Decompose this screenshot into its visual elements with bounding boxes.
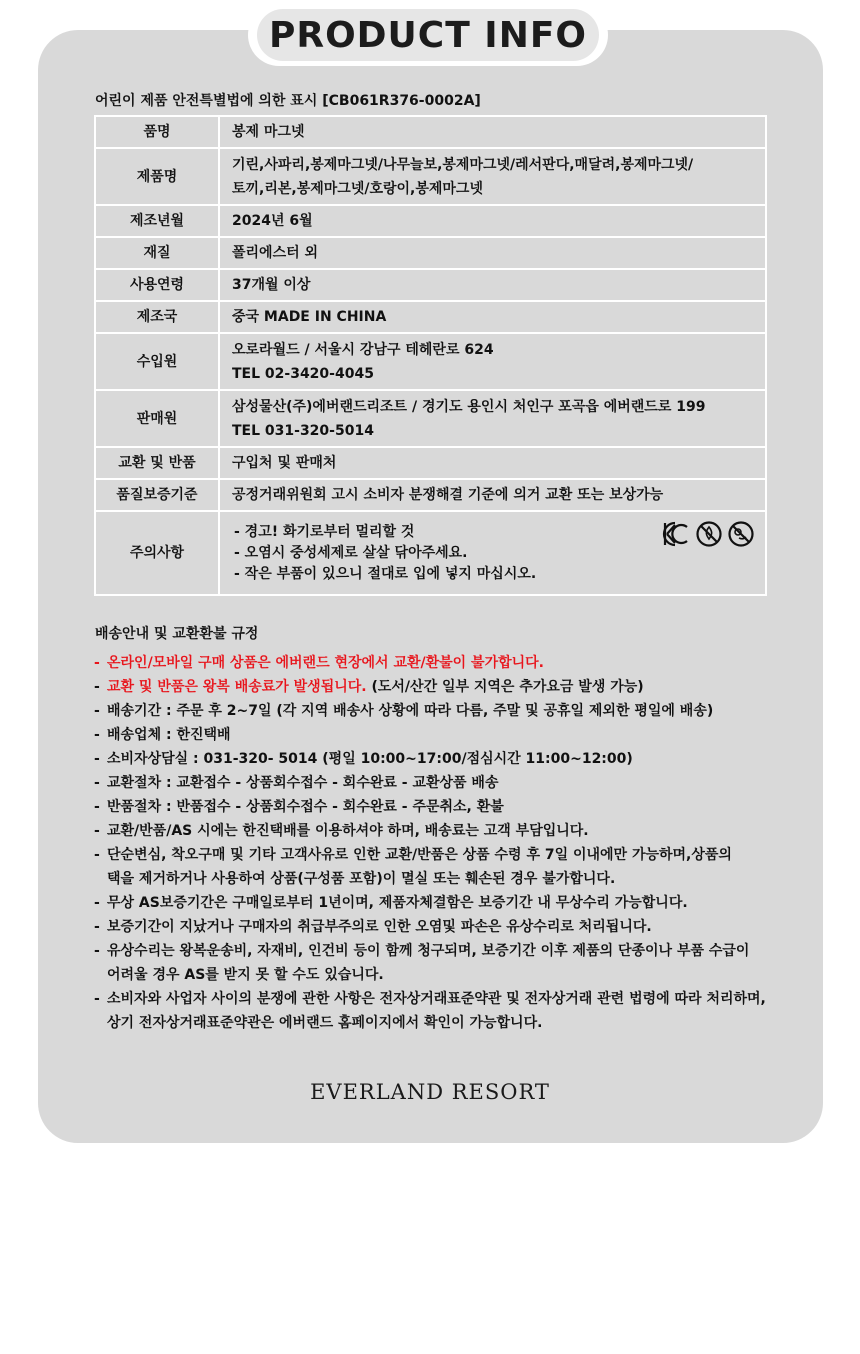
page-title: PRODUCT INFO xyxy=(257,9,599,61)
policy-text: 택을 제거하거나 사용하여 상품(구성품 포함)이 멸실 또는 훼손된 경우 불가합니다. xyxy=(107,871,616,887)
row-label: 품명 xyxy=(95,116,219,148)
row-value xyxy=(219,237,766,269)
policy-item xyxy=(94,795,779,819)
row-label: 사용연령 xyxy=(95,269,219,301)
policy-text: - 무상 AS보증기간은 구매일로부터 1년이며, 제품자체결함은 보증기간 내 무상수리 가능합니다. xyxy=(107,895,688,911)
table-row-warning xyxy=(95,511,766,595)
table-row xyxy=(95,205,766,237)
policy-title: 배송안내 및 교환환불 규정 xyxy=(95,626,259,642)
policy-text: - 단순변심, 착오구매 및 기타 고객사유로 인한 교환/반품은 상품 수령 후 7일 이내에만 가능하며,상품의 xyxy=(107,847,732,863)
policy-text: - 배송업체 : 한진택배 xyxy=(107,727,231,743)
policy-item xyxy=(94,819,779,843)
row-value xyxy=(219,479,766,511)
no-fire-icon xyxy=(695,520,723,548)
safety-marks xyxy=(661,520,755,548)
row-label: 재질 xyxy=(95,237,219,269)
policy-text: - 배송기간 : 주문 후 2~7일 (각 지역 배송사 상황에 따라 다름, 주말 및 공휴일 제외한 평일에 배송) xyxy=(107,703,714,719)
row-value-line: 기린,사파리,봉제마그넷/나무늘보,봉제마그넷/레서판다,매달려,봉제마그넷/ xyxy=(232,156,694,173)
policy-text: - 소비자상담실 : 031-320- 5014 (평일 10:00~17:00/점심시간 11:00~12:00) xyxy=(107,751,633,767)
policy-list xyxy=(94,651,779,1035)
row-value-line: 중국 MADE IN CHINA xyxy=(232,309,387,325)
table-row xyxy=(95,269,766,301)
row-value-line: TEL 031-320-5014 xyxy=(232,422,374,439)
table-row xyxy=(95,116,766,148)
table-row xyxy=(95,447,766,479)
kc-mark-icon xyxy=(661,520,691,548)
row-value-line: 구입처 및 판매처 xyxy=(232,455,337,471)
row-label: 품질보증기준 xyxy=(95,479,219,511)
table-row xyxy=(95,148,766,205)
policy-text: 상기 전자상거래표준약관은 에버랜드 홈페이지에서 확인이 가능합니다. xyxy=(107,1015,543,1031)
row-label: 제품명 xyxy=(95,148,219,205)
everland-resort-logo: EVERLAND RESORT xyxy=(310,1080,550,1104)
row-label: 주의사항 xyxy=(95,511,219,595)
row-value-line: 공정거래위원회 고시 소비자 분쟁해결 기준에 의거 교환 또는 보상가능 xyxy=(232,487,664,503)
policy-item xyxy=(94,987,779,1035)
row-label: 교환 및 반품 xyxy=(95,447,219,479)
policy-item xyxy=(94,843,779,891)
policy-item xyxy=(94,939,779,987)
row-value xyxy=(219,511,766,595)
row-value xyxy=(219,301,766,333)
row-label: 수입원 xyxy=(95,333,219,390)
warning-line: - 경고! 화기로부터 멀리할 것 xyxy=(234,523,415,540)
row-value-line: 봉제 마그넷 xyxy=(232,124,305,140)
row-value-line: 2024년 6월 xyxy=(232,213,313,229)
row-value-line: 37개월 이상 xyxy=(232,277,311,293)
policy-red-text: 교환 및 반품은 왕복 배송료가 발생됩니다. xyxy=(107,679,367,695)
row-value xyxy=(219,148,766,205)
row-value xyxy=(219,447,766,479)
row-value xyxy=(219,269,766,301)
policy-text: - 반품절차 : 반품접수 - 상품회수접수 - 회수완료 - 주문취소, 환불 xyxy=(107,799,504,815)
notice-title: 어린이 제품 안전특별법에 의한 표시 [CB061R376-0002A] xyxy=(95,93,481,109)
row-label: 제조년월 xyxy=(95,205,219,237)
policy-text: - 교환절차 : 교환접수 - 상품회수접수 - 회수완료 - 교환상품 배송 xyxy=(107,775,499,791)
warning-line: - 오염시 중성세제로 살살 닦아주세요. xyxy=(234,544,468,561)
policy-text: (도서/산간 일부 지역은 추가요금 발생 가능) xyxy=(366,679,644,695)
row-label: 판매원 xyxy=(95,390,219,447)
policy-item xyxy=(94,891,779,915)
no-mouth-icon xyxy=(727,520,755,548)
policy-text: - 교환/반품/AS 시에는 한진택배를 이용하셔야 하며, 배송료는 고객 부담입니다. xyxy=(107,823,589,839)
policy-item xyxy=(94,771,779,795)
policy-item xyxy=(94,915,779,939)
row-value-line: 삼성물산(주)에버랜드리조트 / 경기도 용인시 처인구 포곡읍 에버랜드로 199 xyxy=(232,398,706,415)
row-value xyxy=(219,390,766,447)
policy-item xyxy=(94,699,779,723)
policy-text: - 소비자와 사업자 사이의 분쟁에 관한 사항은 전자상거래표준약관 및 전자상거래 관련 법령에 따라 처리하며, xyxy=(107,991,766,1007)
row-value xyxy=(219,205,766,237)
policy-item xyxy=(94,723,779,747)
policy-item xyxy=(94,747,779,771)
policy-item-red-2 xyxy=(94,675,779,699)
row-value xyxy=(219,116,766,148)
table-row xyxy=(95,479,766,511)
policy-text: - 보증기간이 지났거나 구매자의 취급부주의로 인한 오염및 파손은 유상수리로 처리됩니다. xyxy=(107,919,652,935)
row-label: 제조국 xyxy=(95,301,219,333)
table-row xyxy=(95,333,766,390)
policy-text: 어려울 경우 AS를 받지 못 할 수도 있습니다. xyxy=(107,967,384,983)
policy-item-red xyxy=(94,651,779,675)
row-value-line: 폴리에스터 외 xyxy=(232,245,319,261)
row-value-line: TEL 02-3420-4045 xyxy=(232,365,374,382)
table-row xyxy=(95,301,766,333)
row-value-line: 토끼,리본,봉제마그넷/호랑이,봉제마그넷 xyxy=(232,180,483,197)
table-row xyxy=(95,237,766,269)
policy-red-text: 온라인/모바일 구매 상품은 에버랜드 현장에서 교환/환불이 불가합니다. xyxy=(107,655,544,671)
row-value-line: 오로라월드 / 서울시 강남구 테헤란로 624 xyxy=(232,341,494,358)
policy-text: - 유상수리는 왕복운송비, 자재비, 인건비 등이 함께 청구되며, 보증기간 이후 제품의 단종이나 부품 수급이 xyxy=(107,943,750,959)
table-row xyxy=(95,390,766,447)
warning-line: - 작은 부품이 있으니 절대로 입에 넣지 마십시오. xyxy=(234,565,537,582)
row-value xyxy=(219,333,766,390)
product-info-table xyxy=(94,115,767,596)
